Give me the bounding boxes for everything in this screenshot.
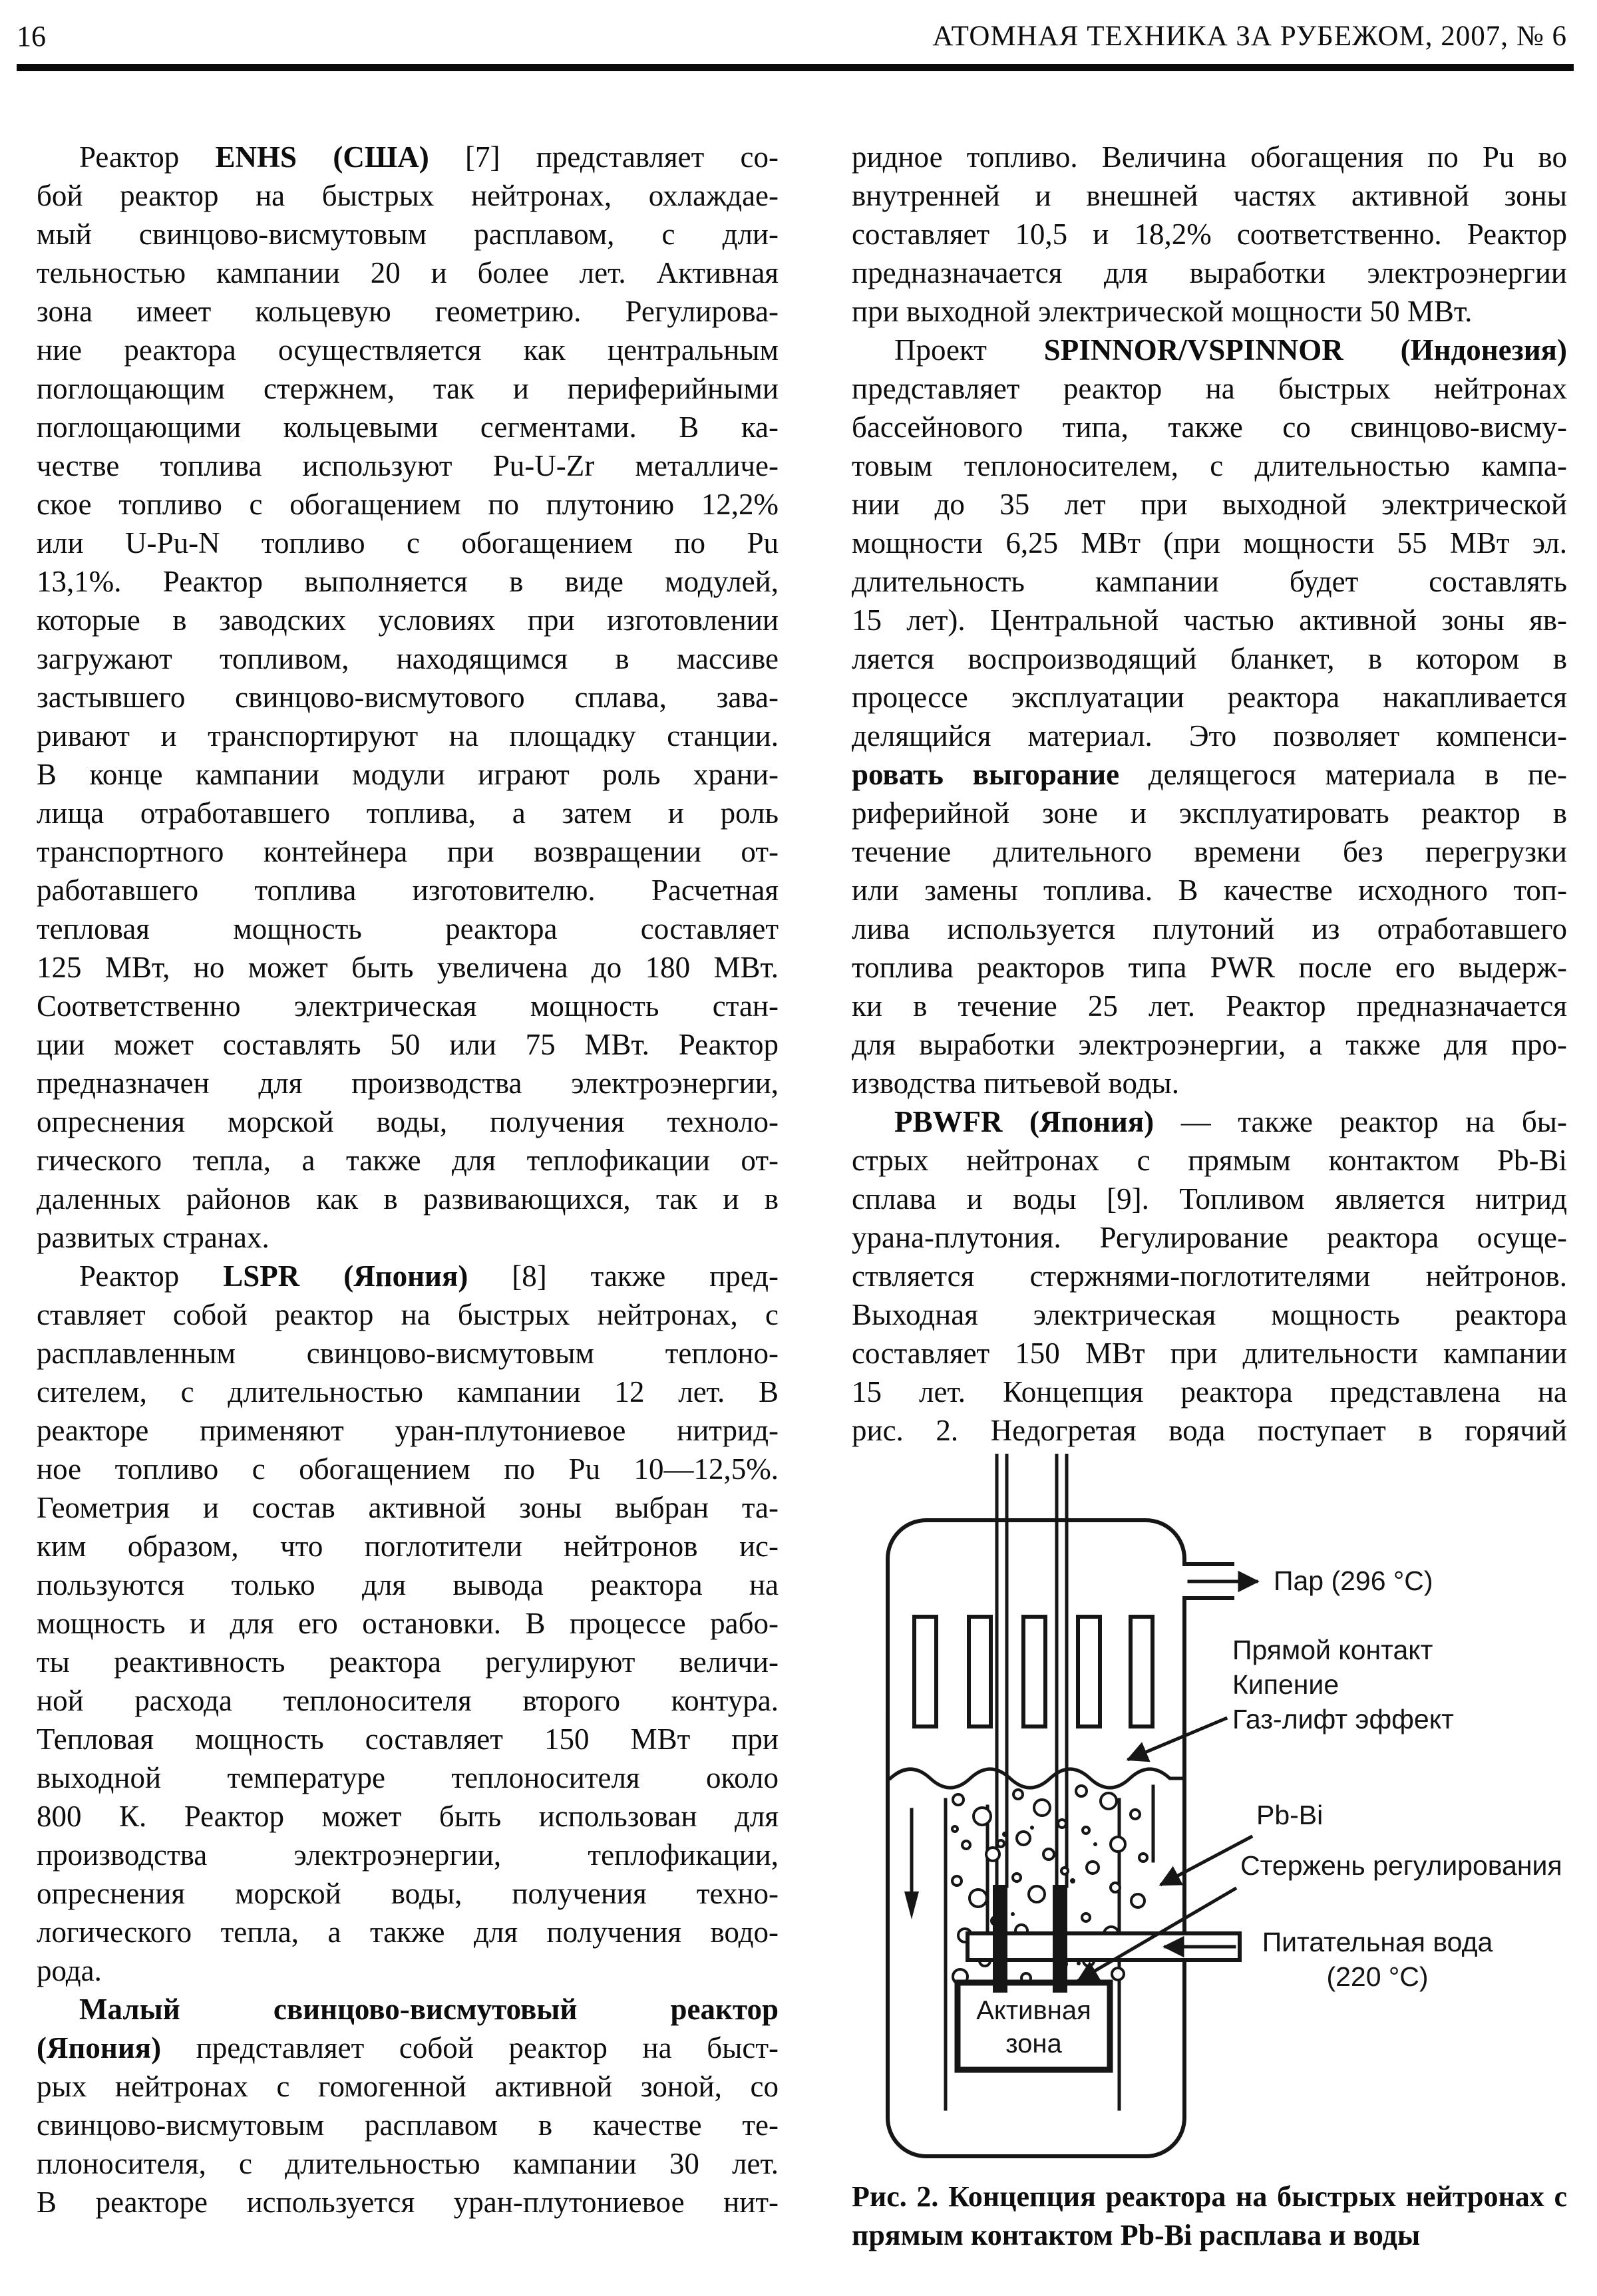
text-line: ние реактора осуществляется как центральным [37,333,779,367]
journal-title: АТОМНАЯ ТЕХНИКА ЗА РУБЕЖОМ, 2007, № 6 [932,21,1567,52]
text-line: урана-плутония. Регулирование реактора осуще- [852,1221,1567,1254]
figure-caption [852,2178,1567,2255]
text-line: Соответственно электрическая мощность стан- [37,989,779,1023]
text-line: развитых странах. [37,1221,269,1254]
text-line: Геометрия и состав активной зоны выбран та- [37,1491,779,1524]
core-zone-label [960,1994,1107,2060]
text-line: производства электроэнергии, теплофикации, [37,1838,779,1872]
text-line: или U-Pu-N топливо с обогащением по Pu [37,526,779,560]
text-line: гического тепла, а также для теплофикации от- [37,1144,779,1177]
text-line: сплава и воды [9]. Топливом является нитрид [852,1182,1567,1216]
text-line: рых нейтронах с гомогенной активной зоной, со [37,2070,779,2103]
column-gap [779,138,852,2255]
boiling-label: Кипение [1232,1669,1339,1700]
feedwater-label [1251,1925,1504,1994]
text-line: опреснения морской воды, получения техноло- [37,1105,779,1138]
text-line: ское топливо с обогащением по плутонию 12,2% [37,488,779,521]
text-line: честве топлива используют Pu-U-Zr металличе- [37,449,779,482]
text-line: ривают и транспортируют на площадку станции. [37,719,779,752]
text-line: Тепловая мощность составляет 150 МВт при [37,1722,779,1756]
page-number: 16 [17,20,46,53]
text-line: предназначается для выработки электроэнергии [852,256,1567,289]
text-line: топлива реакторов типа PWR после его выдерж- [852,951,1567,984]
paragraph [852,138,1567,331]
text-line: транспортного контейнера при возвращении от- [37,835,779,868]
page-header [0,0,1597,53]
text-line: бой реактор на быстрых нейтронах, охлаждае- [37,179,779,212]
text-line: прямым контактом Pb-Bi расплава и воды [852,2219,1421,2251]
text-line: Проект SPINNOR/VSPINNOR (Индонезия) [894,333,1567,367]
text-line: изводства питьевой воды. [852,1066,1180,1100]
text-line: рис. 2. Недогретая вода поступает в горячий [852,1414,1567,1447]
text-line: ции может составлять 50 или 75 МВт. Реактор [37,1028,779,1061]
direct-contact-label: Прямой контакт [1232,1635,1433,1665]
text-line: Рис. 2. Концепция реактора на быстрых нейтронах с [852,2180,1567,2213]
text-line: выходной температуре теплоносителя около [37,1761,779,1794]
text-line: расплавленным свинцово-висмутовым теплоно- [37,1337,779,1370]
paragraph [852,2178,1567,2255]
text-line: составляет 150 МВт при длительности кампании [852,1337,1567,1370]
left-column [37,138,779,2255]
text-line: зона имеет кольцевую геометрию. Регулирова- [37,295,779,328]
text-line: (Япония) представляет собой реактор на быст- [37,2031,779,2064]
text-line: Малый свинцово-висмутовый реактор [79,1993,779,2026]
text-line: плоносителя, с длительностью кампании 30 лет. [37,2147,779,2180]
reactor-diagram [852,1454,1567,2163]
feedwater-label-line1: Питательная вода [1262,1927,1493,1957]
text-line: застывшего свинцово-висмутового сплава, зава- [37,681,779,714]
text-line: даленных районов как в развивающихся, так и в [37,1182,779,1216]
text-line: делящийся материал. Это позволяет компенси- [852,719,1567,752]
text-line: длительность кампании будет составлять [852,565,1567,598]
text-line: течение длительного времени без перегрузки [852,835,1567,868]
control-rod-label: Стержень регулирования [1240,1850,1562,1881]
text-line: лива используется плутоний из отработавшего [852,912,1567,945]
steam-label: Пар (296 °С) [1274,1565,1433,1596]
text-line: ной расхода теплоносителя второго контура. [37,1684,779,1717]
text-line: Выходная электрическая мощность реактора [852,1298,1567,1331]
text-line: для выработки электроэнергии, а также для про- [852,1028,1567,1061]
text-line: нии до 35 лет при выходной электрической [852,488,1567,521]
text-line: ствляется стержнями-поглотителями нейтронов. [852,1259,1567,1293]
text-line: поглощающим стержнем, так и периферийными [37,372,779,405]
text-line: 125 МВт, но может быть увеличена до 180 МВт. [37,951,779,984]
right-column [852,138,1567,2255]
text-line: 800 К. Реактор может быть использован для [37,1800,779,1833]
text-line: представляет реактор на быстрых нейтронах [852,372,1567,405]
text-line: В конце кампании модули играют роль храни- [37,758,779,791]
core-zone-label-line1: Активная [976,1996,1091,2025]
text-line: ким образом, что поглотители нейтронов ис- [37,1530,779,1563]
text-line: загружают топливом, находящимся в массиве [37,642,779,675]
text-line: ставляет собой реактор на быстрых нейтронах, с [37,1298,779,1331]
paragraph [852,331,1567,1102]
paragraph [37,1257,779,1990]
gas-lift-label: Газ-лифт эффект [1232,1704,1454,1734]
text-line: пользуются только для вывода реактора на [37,1568,779,1601]
text-line: товым теплоносителем, с длительностью кампа- [852,449,1567,482]
text-line: Реактор LSPR (Япония) [8] также пред- [79,1259,779,1293]
text-line: которые в заводских условиях при изготовлении [37,603,779,637]
text-line: логического тепла, а также для получения водо- [37,1915,779,1949]
text-line: ты реактивность реактора регулируют величи- [37,1645,779,1679]
pbbi-label: Pb-Bi [1256,1800,1324,1830]
text-line: лища отработавшего топлива, а затем и роль [37,796,779,830]
text-line: работавшего топлива изготовителю. Расчетная [37,874,779,907]
text-line: реакторе применяют уран-плутониевое нитрид- [37,1414,779,1447]
text-line: ки в течение 25 лет. Реактор предназначается [852,989,1567,1023]
right-column-text [852,138,1567,1450]
text-line: ное топливо с обогащением по Pu 10—12,5%. [37,1452,779,1486]
text-line: сителем, с длительностью кампании 12 лет. В [37,1375,779,1408]
paragraph [852,1102,1567,1450]
text-line: предназначен для производства электроэнергии, [37,1066,779,1100]
feedwater-label-line2: (220 °С) [1326,1961,1429,1992]
text-line: поглощающими кольцевыми сегментами. В ка- [37,410,779,444]
core-zone-label-line2: зона [1005,2029,1062,2058]
text-line: свинцово-висмутовым расплавом в качестве те- [37,2108,779,2142]
text-line: 13,1%. Реактор выполняется в виде модулей, [37,565,779,598]
text-line: PBWFR (Япония) — также реактор на бы- [894,1105,1567,1138]
text-line: тельностью кампании 20 и более лет. Активная [37,256,779,289]
text-line: при выходной электрической мощности 50 МВт. [852,295,1473,328]
text-line: опреснения морской воды, получения техно- [37,1877,779,1910]
text-line: ровать выгорание делящегося материала в пе- [852,758,1567,791]
text-line: рода. [37,1954,102,1987]
text-line: мый свинцово-висмутовым расплавом, с дли- [37,218,779,251]
text-line: В реакторе используется уран-плутониевое нит- [37,2186,779,2219]
text-line: ляется воспроизводящий бланкет, в котором в [852,642,1567,675]
text-line: стрых нейтронах с прямым контактом Pb-Bi [852,1144,1567,1177]
two-column-text [0,138,1597,2255]
text-line: 15 лет. Концепция реактора представлена на [852,1375,1567,1408]
text-line: или замены топлива. В качестве исходного топ- [852,874,1567,907]
text-line: ридное топливо. Величина обогащения по Pu во [852,140,1567,174]
text-line: мощность и для его остановки. В процессе рабо- [37,1607,779,1640]
text-line: тепловая мощность реактора составляет [37,912,779,945]
paragraph [37,1990,779,2221]
figure-reactor-concept [852,1454,1567,2163]
paragraph [37,138,779,1257]
text-line: Реактор ENHS (США) [7] представляет со- [79,140,779,174]
text-line: 15 лет). Центральной частью активной зоны яв- [852,603,1567,637]
text-line: внутренней и внешней частях активной зоны [852,179,1567,212]
header-rule [17,64,1574,71]
text-line: процессе эксплуатации реактора накапливается [852,681,1567,714]
text-line: мощности 6,25 МВт (при мощности 55 МВт эл. [852,526,1567,560]
text-line: составляет 10,5 и 18,2% соответственно. Реактор [852,218,1567,251]
text-line: бассейнового типа, также со свинцово-висму- [852,410,1567,444]
text-line: риферийной зоне и эксплуатировать реактор в [852,796,1567,830]
